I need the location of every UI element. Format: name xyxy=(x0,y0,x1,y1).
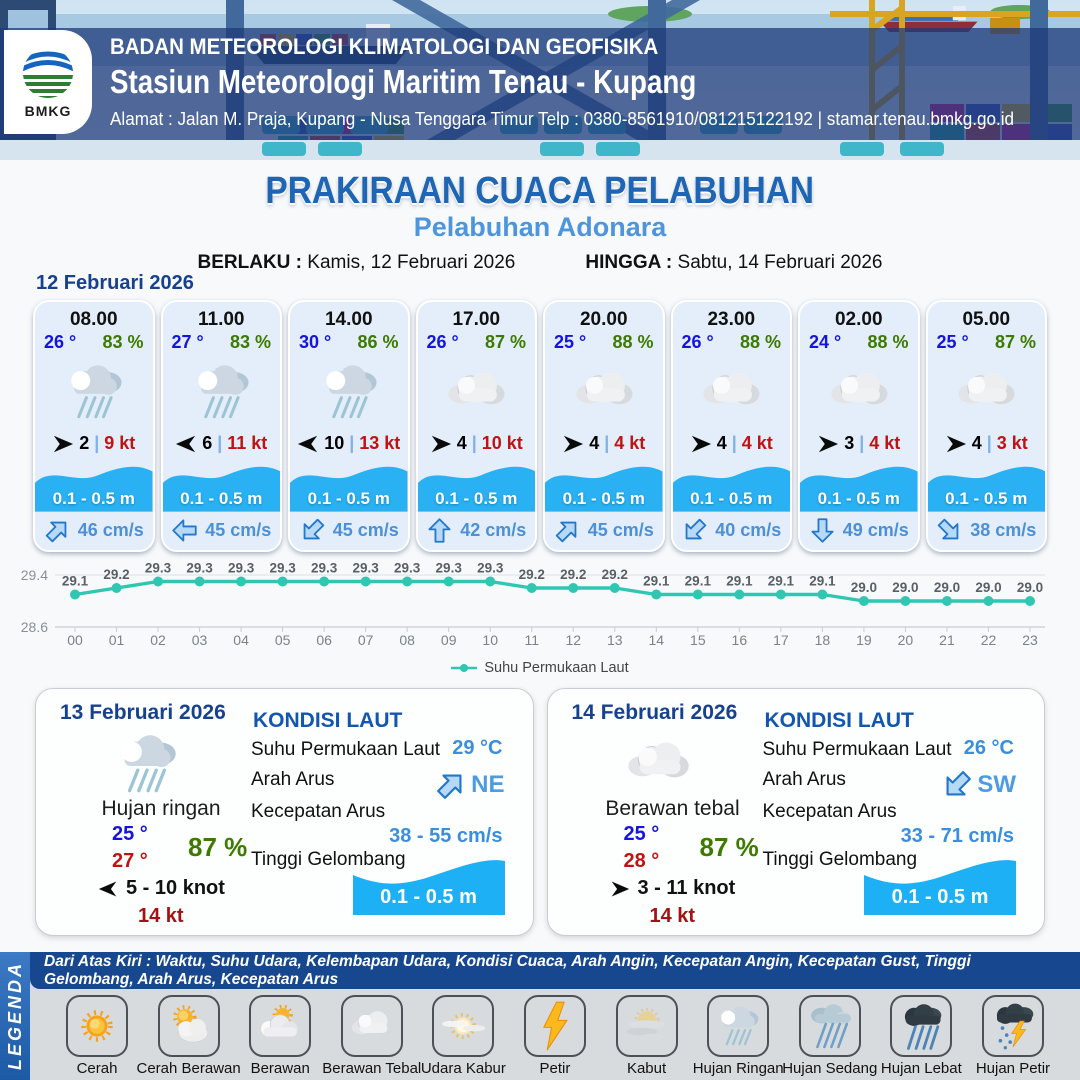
wave-height-label: Tinggi Gelombang xyxy=(251,849,406,870)
current-direction-value: NE xyxy=(471,771,505,798)
wind-speed: 6 xyxy=(202,433,213,454)
current-speed: 45 cm/s xyxy=(332,520,399,541)
sea-conditions-heading: KONDISI LAUT xyxy=(253,709,403,732)
wind-direction-icon xyxy=(98,879,118,899)
validity-row xyxy=(0,252,1080,274)
current-speed: 49 cm/s xyxy=(842,520,909,541)
legend-item-label: Kabut xyxy=(626,1060,667,1077)
current-speed-label: Kecepatan Arus xyxy=(762,801,897,822)
legend-item-label: Hujan Sedang xyxy=(782,1060,878,1077)
weather-icon xyxy=(616,995,678,1057)
org-name: BADAN METEOROLOGI KLIMATOLOGI DAN GEOFISIKA xyxy=(110,34,659,59)
humidity: 88 % xyxy=(867,332,909,352)
wind-range: 5 - 10 knot xyxy=(126,877,225,899)
air-temperature: 26 ° xyxy=(44,332,77,352)
bmkg-logo-text: BMKG xyxy=(24,103,72,119)
current-row xyxy=(673,512,791,550)
svg-text:29.1: 29.1 xyxy=(643,573,670,589)
separator: | xyxy=(731,433,737,454)
current-direction-label: Arah Arus xyxy=(762,769,846,790)
current-speed-value: 38 - 55 cm/s xyxy=(389,825,503,847)
temperature-max: 27 ° xyxy=(112,850,148,872)
weather-icon xyxy=(928,353,1046,431)
legend-item-label: Petir xyxy=(539,1060,571,1077)
weather-icon xyxy=(799,995,861,1057)
wave-height-badge xyxy=(353,855,505,915)
gust-speed: 4 kt xyxy=(869,433,901,454)
legend-item xyxy=(235,995,325,1080)
bmkg-logo xyxy=(4,30,92,134)
wind-row xyxy=(545,431,663,456)
wind-speed: 4 xyxy=(456,433,467,454)
forecast-time: 02.00 xyxy=(834,309,883,330)
weather-icon xyxy=(982,995,1044,1057)
legend-item xyxy=(322,995,422,1080)
wave-height: 0.1 - 0.5 m xyxy=(435,488,518,508)
wind-row xyxy=(418,431,536,456)
humidity: 87 % xyxy=(994,332,1036,352)
current-row xyxy=(163,512,281,550)
wave-height: 0.1 - 0.5 m xyxy=(52,488,135,508)
summary-date: 13 Februari 2026 xyxy=(60,701,226,724)
forecast-card xyxy=(798,300,920,552)
wave-height: 0.1 - 0.5 m xyxy=(817,488,900,508)
legend-item-label: Cerah xyxy=(76,1060,118,1077)
current-speed: 46 cm/s xyxy=(77,520,144,541)
weather-icon xyxy=(418,353,536,431)
sst-label: Suhu Permukaan Laut xyxy=(762,739,952,760)
current-direction-icon xyxy=(429,762,474,807)
current-direction-icon xyxy=(38,512,76,550)
current-direction-icon xyxy=(676,512,714,550)
forecast-time: 11.00 xyxy=(198,309,245,330)
wind-speed: 4 xyxy=(716,433,727,454)
weather-icon xyxy=(524,995,586,1057)
gust-speed: 14 kt xyxy=(649,905,696,927)
humidity: 83 % xyxy=(229,332,271,352)
air-temperature: 30 ° xyxy=(299,332,332,352)
gust-speed: 13 kt xyxy=(359,433,401,454)
air-temperature: 26 ° xyxy=(681,332,714,352)
forecast-time: 17.00 xyxy=(452,309,501,330)
sea-conditions-heading: KONDISI LAUT xyxy=(764,709,914,732)
svg-text:29.0: 29.0 xyxy=(892,580,919,595)
wind-direction-icon xyxy=(175,433,197,455)
wind-row xyxy=(163,431,281,456)
svg-text:29.2: 29.2 xyxy=(601,567,628,582)
temperature-max: 28 ° xyxy=(623,850,660,872)
current-direction-icon xyxy=(293,512,331,550)
legend-item xyxy=(782,995,878,1080)
station-name: Stasiun Meteorologi Maritim Tenau - Kupang xyxy=(110,63,697,100)
svg-text:10: 10 xyxy=(482,632,499,648)
air-temperature: 24 ° xyxy=(809,332,842,352)
humidity: 88 % xyxy=(739,332,781,352)
gust-speed: 14 kt xyxy=(138,905,184,927)
legend-title-bar xyxy=(0,952,30,1080)
legend-item xyxy=(602,995,692,1080)
svg-text:29.3: 29.3 xyxy=(227,560,255,576)
page-title: PRAKIRAAN CUACA PELABUHAN xyxy=(265,170,815,212)
wind-speed: 3 xyxy=(844,433,855,454)
svg-text:29.3: 29.3 xyxy=(435,560,462,576)
daily-summary-card xyxy=(35,688,534,936)
current-speed: 45 cm/s xyxy=(587,520,654,541)
legend-item xyxy=(693,995,783,1080)
current-row xyxy=(928,512,1046,550)
svg-text:29.0: 29.0 xyxy=(1016,580,1044,595)
gust-speed: 3 kt xyxy=(996,433,1028,454)
svg-text:14: 14 xyxy=(648,632,665,648)
svg-text:29.1: 29.1 xyxy=(61,573,89,589)
separator: | xyxy=(217,433,223,454)
weather-icon xyxy=(158,995,220,1057)
wave-height-band xyxy=(800,460,918,512)
chart-legend-marker-icon xyxy=(451,663,477,673)
svg-text:29.3: 29.3 xyxy=(477,560,504,576)
svg-text:29.2: 29.2 xyxy=(518,567,545,582)
wind-direction-icon xyxy=(562,433,584,455)
sst-value: 29 °C xyxy=(452,737,503,759)
weather-icon xyxy=(800,353,918,431)
current-direction-label: Arah Arus xyxy=(251,769,335,790)
wind-row xyxy=(35,431,153,456)
weather-icon xyxy=(890,995,952,1057)
weather-icon xyxy=(603,729,713,799)
wave-height: 0.1 - 0.5 m xyxy=(380,886,477,908)
svg-text:29.1: 29.1 xyxy=(809,573,836,589)
temperature-min: 25 ° xyxy=(623,823,660,845)
legend-item xyxy=(136,995,241,1080)
svg-text:18: 18 xyxy=(814,632,831,648)
svg-text:21: 21 xyxy=(939,632,955,648)
svg-text:29.3: 29.3 xyxy=(394,560,421,576)
chart-legend-label: Suhu Permukaan Laut xyxy=(484,660,629,676)
wave-height-band xyxy=(418,460,536,512)
wave-height-badge xyxy=(864,855,1016,915)
legend-note: Dari Atas Kiri : Waktu, Suhu Udara, Kelembapan Udara, Kondisi Cuaca, Arah Angin, Kecepatan Angin, Kecepatan Gust, Tinggi Gelombang, Arah Arus, Kecepatan Arus xyxy=(44,952,971,988)
current-direction-icon xyxy=(935,762,980,807)
wind-direction-icon xyxy=(945,433,967,455)
wind-speed: 4 xyxy=(589,433,600,454)
current-direction-icon xyxy=(809,517,836,544)
header xyxy=(0,0,1080,160)
legend-item xyxy=(52,995,142,1080)
berlaku-label: BERLAKU : xyxy=(197,252,303,273)
separator: | xyxy=(604,433,610,454)
forecast-card xyxy=(288,300,410,552)
weather-icon xyxy=(673,353,791,431)
svg-text:29.3: 29.3 xyxy=(144,560,172,576)
current-speed: 40 cm/s xyxy=(715,520,782,541)
humidity: 87 % xyxy=(699,832,759,862)
sst-label: Suhu Permukaan Laut xyxy=(251,739,441,760)
svg-text:29.2: 29.2 xyxy=(103,567,130,582)
weather-icon xyxy=(707,995,769,1057)
air-temperature: 25 ° xyxy=(936,332,969,352)
svg-text:28.6: 28.6 xyxy=(20,619,48,635)
legend-item-label: Hujan Petir xyxy=(975,1060,1051,1077)
forecast-card xyxy=(33,300,155,552)
wave-height-band xyxy=(290,460,408,512)
svg-text:03: 03 xyxy=(191,632,208,648)
current-direction-icon xyxy=(548,512,586,550)
forecast-time: 14.00 xyxy=(324,309,373,330)
wind-direction-icon xyxy=(817,433,839,455)
legend-item xyxy=(510,995,600,1080)
wind-row xyxy=(290,431,408,456)
wind-row xyxy=(928,431,1046,456)
gust-speed: 4 kt xyxy=(741,433,773,454)
svg-text:29.1: 29.1 xyxy=(726,573,753,589)
svg-text:29.0: 29.0 xyxy=(975,580,1002,595)
svg-text:29.1: 29.1 xyxy=(684,573,711,589)
wind-range: 3 - 11 knot xyxy=(637,877,736,899)
forecast-card xyxy=(416,300,538,552)
wind-speed: 10 xyxy=(324,433,345,454)
svg-text:20: 20 xyxy=(897,632,914,648)
legend-item xyxy=(968,995,1058,1080)
svg-text:29.0: 29.0 xyxy=(933,580,961,595)
svg-text:13: 13 xyxy=(606,632,623,648)
daily-summary-row xyxy=(35,688,1045,936)
current-speed: 38 cm/s xyxy=(970,520,1037,541)
humidity: 88 % xyxy=(612,332,654,352)
legend-item xyxy=(418,995,508,1080)
gust-speed: 11 kt xyxy=(227,433,268,454)
wave-height: 0.1 - 0.5 m xyxy=(562,488,645,508)
current-speed-label: Kecepatan Arus xyxy=(251,801,386,822)
legend-section xyxy=(0,952,1080,1080)
hingga-value: Sabtu, 14 Februari 2026 xyxy=(677,252,883,273)
current-row xyxy=(418,512,536,550)
air-temperature: 25 ° xyxy=(554,332,587,352)
wave-height: 0.1 - 0.5 m xyxy=(690,488,773,508)
chart-legend xyxy=(0,660,1080,676)
humidity: 87 % xyxy=(484,332,526,352)
svg-text:11: 11 xyxy=(524,632,540,648)
separator: | xyxy=(471,433,477,454)
svg-text:29.0: 29.0 xyxy=(850,580,878,595)
berlaku-value: Kamis, 12 Februari 2026 xyxy=(307,252,516,273)
weather-condition: Berawan tebal xyxy=(605,797,740,820)
air-temperature: 26 ° xyxy=(426,332,459,352)
current-direction-icon xyxy=(426,517,453,544)
wave-height: 0.1 - 0.5 m xyxy=(307,488,390,508)
svg-text:29.3: 29.3 xyxy=(352,560,379,576)
humidity: 87 % xyxy=(188,832,248,862)
air-temperature: 27 ° xyxy=(171,332,204,352)
wave-height: 0.1 - 0.5 m xyxy=(945,488,1028,508)
weather-icon xyxy=(91,729,201,799)
legend-note-strip xyxy=(30,952,1080,989)
sst-chart xyxy=(0,556,1080,656)
legend-item-label: Hujan Ringan xyxy=(692,1060,784,1077)
svg-text:15: 15 xyxy=(690,632,706,648)
wind-direction-icon xyxy=(690,433,712,455)
current-direction xyxy=(435,769,504,801)
svg-text:02: 02 xyxy=(150,632,166,648)
weather-condition: Hujan ringan xyxy=(101,797,221,820)
daily-summary-card xyxy=(547,688,1046,936)
svg-text:07: 07 xyxy=(357,632,374,648)
current-row xyxy=(290,512,408,550)
svg-text:04: 04 xyxy=(233,632,249,648)
forecast-card xyxy=(926,300,1048,552)
wind-direction-icon xyxy=(297,433,319,455)
forecast-card xyxy=(543,300,665,552)
wind-speed: 2 xyxy=(79,433,90,454)
legend-title: LEGENDA xyxy=(4,961,25,1071)
svg-text:12: 12 xyxy=(565,632,582,648)
weather-icon xyxy=(35,353,153,431)
svg-text:29.3: 29.3 xyxy=(310,560,338,576)
svg-text:29.3: 29.3 xyxy=(269,560,296,576)
forecast-time: 23.00 xyxy=(707,309,756,330)
port-name: Pelabuhan Adonara xyxy=(413,212,667,242)
current-direction-icon xyxy=(931,512,969,550)
svg-text:29.1: 29.1 xyxy=(767,573,795,589)
wind-row xyxy=(610,877,736,900)
wind-direction-icon xyxy=(430,433,452,455)
svg-text:19: 19 xyxy=(856,632,872,648)
wave-height-band xyxy=(163,460,281,512)
day1-date: 12 Februari 2026 xyxy=(36,272,194,294)
wave-height-label: Tinggi Gelombang xyxy=(762,849,918,870)
current-row xyxy=(545,512,663,550)
weather-icon xyxy=(249,995,311,1057)
current-row xyxy=(35,512,153,550)
legend-item-label: Berawan Tebal xyxy=(322,1060,422,1077)
current-direction-value: SW xyxy=(977,771,1016,798)
weather-icon xyxy=(545,353,663,431)
wave-height: 0.1 - 0.5 m xyxy=(891,886,989,908)
svg-text:16: 16 xyxy=(731,632,748,648)
wave-height-band xyxy=(928,460,1046,512)
legend-item xyxy=(876,995,966,1080)
wind-row xyxy=(98,877,225,900)
wave-height-band xyxy=(673,460,791,512)
svg-text:06: 06 xyxy=(316,632,332,648)
bmkg-emblem-icon xyxy=(20,45,76,101)
svg-text:08: 08 xyxy=(399,632,415,648)
wave-height: 0.1 - 0.5 m xyxy=(180,488,263,508)
svg-text:09: 09 xyxy=(440,632,457,648)
current-direction xyxy=(941,769,1016,801)
current-direction-icon xyxy=(171,517,198,544)
svg-text:29.3: 29.3 xyxy=(186,560,213,576)
weather-icon xyxy=(341,995,403,1057)
humidity: 83 % xyxy=(102,332,144,352)
forecast-time: 05.00 xyxy=(962,309,1011,330)
hingga-label: HINGGA : xyxy=(585,252,673,273)
svg-text:00: 00 xyxy=(67,632,83,648)
sst-value: 26 °C xyxy=(963,737,1014,759)
forecast-cards-row xyxy=(33,300,1047,552)
wind-direction-icon xyxy=(610,879,630,899)
wind-row xyxy=(800,431,918,456)
wind-direction-icon xyxy=(52,433,74,455)
header-band xyxy=(0,28,1080,140)
current-speed: 42 cm/s xyxy=(460,520,527,541)
temperature-min: 25 ° xyxy=(112,823,148,845)
svg-text:17: 17 xyxy=(773,632,789,648)
separator: | xyxy=(349,433,355,454)
weather-icon xyxy=(432,995,494,1057)
current-row xyxy=(800,512,918,550)
wave-height-band xyxy=(545,460,663,512)
wind-row xyxy=(673,431,791,456)
weather-icon xyxy=(66,995,128,1057)
station-address: Alamat : Jalan M. Praja, Kupang - Nusa Tenggara Timur Telp : 0380-8561910/081215122192 | stamar.tenau.bmkg.go.id xyxy=(110,109,1015,129)
forecast-time: 20.00 xyxy=(579,309,628,330)
svg-text:23: 23 xyxy=(1022,632,1038,648)
legend-item-label: Berawan xyxy=(250,1060,310,1077)
svg-text:29.4: 29.4 xyxy=(20,567,48,583)
current-speed: 45 cm/s xyxy=(205,520,272,541)
svg-text:05: 05 xyxy=(274,632,291,648)
separator: | xyxy=(94,433,100,454)
svg-text:29.2: 29.2 xyxy=(560,567,587,582)
weather-icon xyxy=(290,353,408,431)
legend-item-label: Udara Kabur xyxy=(420,1060,506,1077)
wave-height-band xyxy=(35,460,153,512)
weather-icon xyxy=(163,353,281,431)
humidity: 86 % xyxy=(357,332,399,352)
separator: | xyxy=(859,433,865,454)
gust-speed: 10 kt xyxy=(481,433,523,454)
gust-speed: 4 kt xyxy=(614,433,646,454)
current-speed-value: 33 - 71 cm/s xyxy=(900,825,1014,847)
legend-items-row xyxy=(30,989,1080,1080)
forecast-card xyxy=(671,300,793,552)
gust-speed: 9 kt xyxy=(104,433,136,454)
legend-item-label: Hujan Lebat xyxy=(880,1060,962,1077)
summary-date: 14 Februari 2026 xyxy=(571,701,738,724)
separator: | xyxy=(986,433,992,454)
svg-text:01: 01 xyxy=(108,632,125,648)
forecast-time: 08.00 xyxy=(69,309,118,330)
forecast-card xyxy=(161,300,283,552)
legend-item-label: Cerah Berawan xyxy=(136,1060,241,1077)
wind-speed: 4 xyxy=(971,433,982,454)
svg-text:22: 22 xyxy=(980,632,997,648)
